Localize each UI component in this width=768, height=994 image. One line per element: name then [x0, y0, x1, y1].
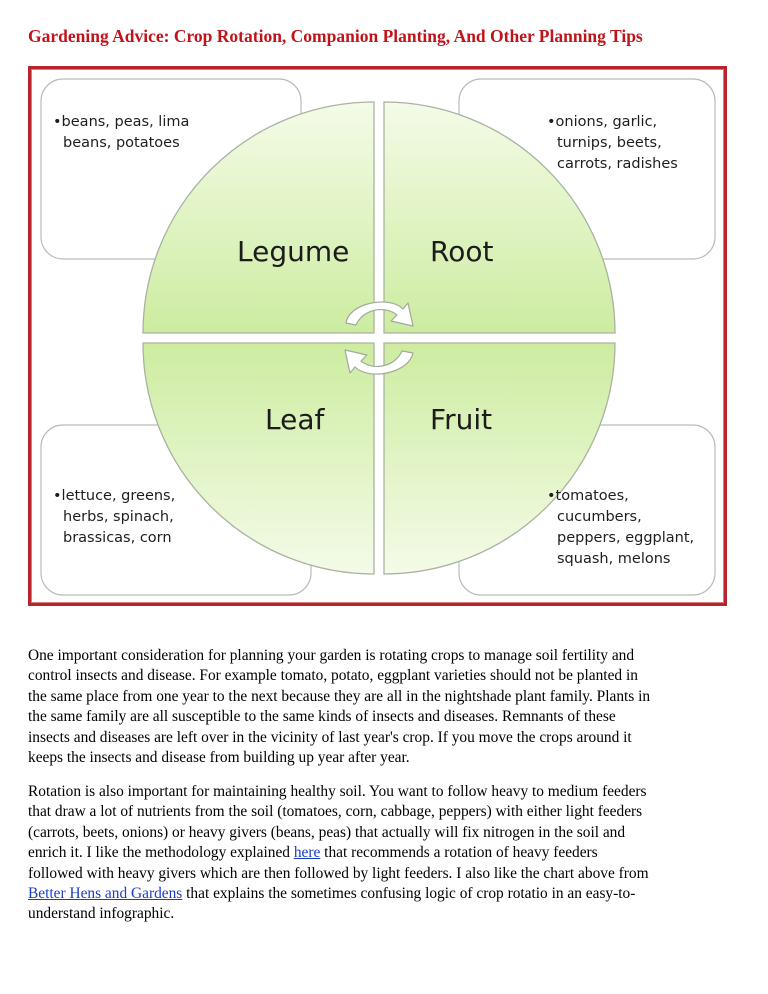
paragraph-line: insects and diseases are left over in the vicinity of last year's crop. If you move the crops around it: [28, 728, 632, 746]
note-line: carrots, radishes: [557, 156, 678, 172]
note-line: turnips, beets,: [557, 135, 662, 151]
here-link[interactable]: here: [293, 844, 321, 862]
paragraph-line: [28, 843, 750, 863]
root-crops-note: [547, 112, 678, 175]
paragraph-text: that recommends a rotation of heavy feeders: [320, 844, 598, 862]
paragraph-text: that explains the sometimes confusing logic of crop rotatio in an easy-to-: [182, 885, 636, 903]
leaf-label: Leaf: [265, 403, 325, 436]
paragraph-line: Rotation is also important for maintaining healthy soil. You want to follow heavy to medium feeders: [28, 783, 647, 800]
paragraph-line: control insects and disease. For example tomato, potato, eggplant varieties should not be planted in: [28, 667, 638, 685]
fruit-label: Fruit: [430, 403, 493, 436]
paragraph-line: [28, 884, 750, 904]
crop-rotation-infographic: [28, 66, 727, 606]
note-line: •beans, peas, lima: [53, 114, 190, 130]
legume-label: Legume: [237, 235, 350, 268]
paragraph-text: enrich it. I like the methodology explained: [28, 844, 294, 862]
paragraph-line: keeps the insects and disease from building up year after year.: [28, 749, 410, 767]
paragraph-line: understand infographic.: [28, 905, 175, 923]
legume-crops-note: [53, 112, 189, 154]
rotation-arrows-icon: [345, 302, 413, 374]
paragraph-line: the same place from one year to the next because they are all in the nightshade plant family. Plants in: [28, 687, 651, 705]
paragraph-line: the same family are all susceptible to the same kinds of insects and diseases. Remnants of these: [28, 708, 616, 726]
note-line: •onions, garlic,: [547, 114, 658, 130]
paragraph-line: (carrots, beets, onions) or heavy givers (beans, peas) that actually will fix nitrogen in the soil and: [28, 823, 626, 841]
healthy-soil-paragraph: [28, 782, 750, 925]
leaf-crops-note: [53, 486, 175, 549]
paragraph-line: that draw a lot of nutrients from the soil (tomatoes, corn, cabbage, peppers) with either light feeders: [28, 803, 643, 821]
better-hens-and-gardens-link[interactable]: Better Hens and Gardens: [28, 885, 183, 903]
note-line: •lettuce, greens,: [53, 488, 176, 504]
crop-rotation-paragraph: [28, 646, 750, 768]
note-line: squash, melons: [557, 551, 671, 567]
note-line: peppers, eggplant,: [557, 530, 695, 546]
fruit-crops-note: [547, 486, 694, 570]
paragraph-line: followed with heavy givers which are then followed by light feeders. I also like the chart above from: [28, 864, 649, 882]
page-title: Gardening Advice: Crop Rotation, Companion Planting, And Other Planning Tips: [28, 26, 643, 46]
note-line: brassicas, corn: [63, 530, 172, 546]
paragraph-line: One important consideration for planning your garden is rotating crops to manage soil fertility and: [28, 647, 635, 664]
note-line: beans, potatoes: [63, 135, 180, 151]
note-line: cucumbers,: [557, 509, 642, 525]
note-line: •tomatoes,: [547, 488, 629, 504]
note-line: herbs, spinach,: [63, 509, 174, 525]
root-label: Root: [430, 235, 494, 268]
